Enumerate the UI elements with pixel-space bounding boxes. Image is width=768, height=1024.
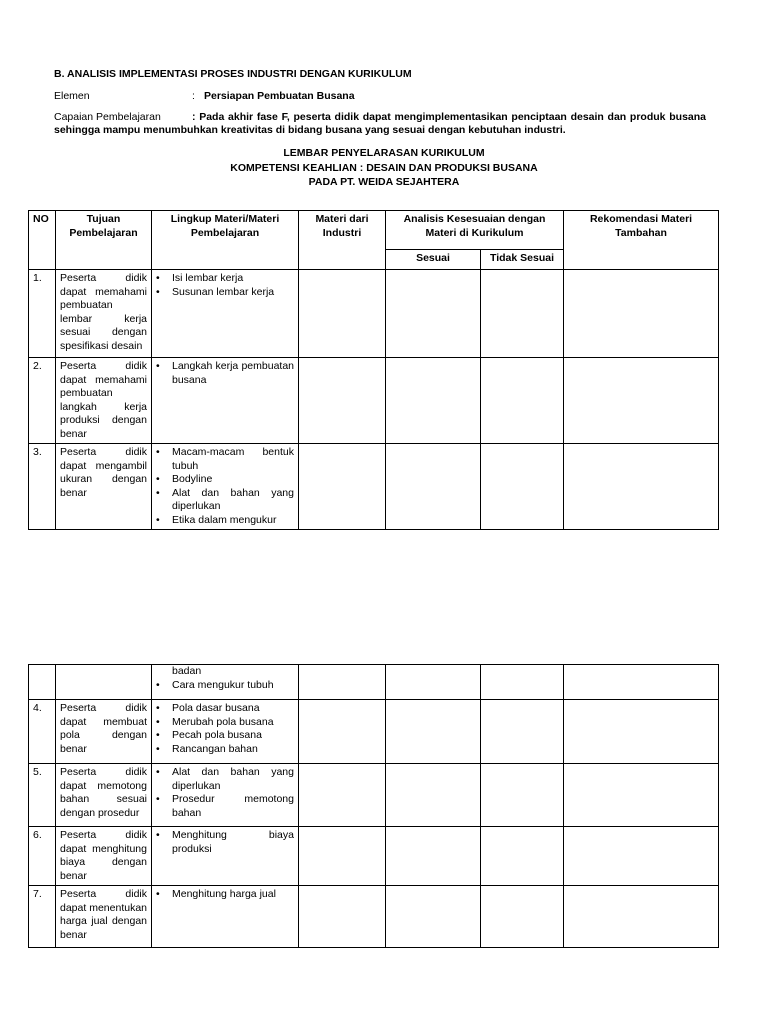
table-row [29, 444, 719, 530]
cell-materi-industri [299, 270, 386, 358]
row-tujuan: Peserta didik dapat menghitung biaya dengan benar [56, 827, 152, 886]
header-tidak-sesuai: Tidak Sesuai [481, 250, 564, 270]
lingkup-item: • Alat dan bahan yang diperlukan [156, 487, 294, 514]
cell-rekomendasi [564, 270, 719, 358]
row-tujuan: Peserta didik dapat membuat pola dengan benar [56, 700, 152, 764]
cell-rekomendasi [564, 886, 719, 948]
header-no: NO [29, 211, 56, 270]
row-tujuan: Peserta didik dapat menentukan harga jual dengan benar [56, 886, 152, 948]
row-lingkup [152, 270, 299, 358]
cell-materi-industri [299, 665, 386, 700]
row-tujuan: Peserta didik dapat mengambil ukuran dengan benar [56, 444, 152, 530]
cell-sesuai [386, 827, 481, 886]
lingkup-item: • Susunan lembar kerja [156, 286, 294, 300]
lingkup-item: • Langkah kerja pembuatan busana [156, 360, 294, 387]
row-lingkup [152, 764, 299, 827]
cell-rekomendasi [564, 444, 719, 530]
cell-rekomendasi [564, 665, 719, 700]
cell-tidak-sesuai [481, 886, 564, 948]
capaian-text: : Pada akhir fase F, peserta didik dapat mengimplementasikan penciptaan desain dan produk busana sehingga mampu menumbuhkan kreativitas di bidang busana yang sesuai dengan kebutuhan industri. [54, 111, 706, 136]
cell-rekomendasi [564, 358, 719, 444]
cell-materi-industri [299, 827, 386, 886]
header-tujuan: Tujuan Pembelajaran [56, 211, 152, 270]
row-tujuan: Peserta didik dapat memahami pembuatan lembar kerja sesuai dengan spesifikasi desain [56, 270, 152, 358]
table-row [29, 700, 719, 764]
lingkup-item: • Cara mengukur tubuh [156, 679, 294, 693]
lingkup-item: • Pola dasar busana [156, 702, 294, 716]
row-number: 1. [29, 270, 56, 358]
table-row [29, 270, 719, 358]
elemen-row [54, 90, 355, 102]
row-number: 6. [29, 827, 56, 886]
lingkup-item: • Prosedur memotong bahan [156, 793, 294, 820]
capaian-pembelajaran [54, 111, 706, 136]
heading-line-3: PADA PT. WEIDA SEJAHTERA [308, 176, 460, 188]
cell-sesuai [386, 444, 481, 530]
lingkup-item: • Menghitung harga jual [156, 888, 294, 902]
row-lingkup [152, 827, 299, 886]
row-number: 4. [29, 700, 56, 764]
row-lingkup [152, 700, 299, 764]
lingkup-item: • Menghitung biaya produksi [156, 829, 294, 856]
cell-tidak-sesuai [481, 270, 564, 358]
cell-materi-industri [299, 886, 386, 948]
row-number [29, 665, 56, 700]
table-row [29, 886, 719, 948]
lingkup-item: • Macam-macam bentuk tubuh [156, 446, 294, 473]
table-header-row [29, 211, 719, 250]
cell-sesuai [386, 886, 481, 948]
header-analisis: Analisis Kesesuaian dengan Materi di Kurikulum [386, 211, 564, 250]
cell-sesuai [386, 270, 481, 358]
heading-line-2: KOMPETENSI KEAHLIAN : DESAIN DAN PRODUKSI BUSANA [230, 161, 538, 174]
lingkup-item: • Pecah pola busana [156, 729, 294, 743]
cell-materi-industri [299, 358, 386, 444]
continued-text: badan [172, 665, 202, 677]
cell-tidak-sesuai [481, 700, 564, 764]
elemen-value: Persiapan Pembuatan Busana [204, 90, 355, 102]
table-row [29, 358, 719, 444]
cell-tidak-sesuai [481, 764, 564, 827]
header-lingkup: Lingkup Materi/Materi Pembelajaran [152, 211, 299, 270]
cell-tidak-sesuai [481, 358, 564, 444]
alignment-table-page-2 [28, 664, 719, 948]
cell-tidak-sesuai [481, 665, 564, 700]
heading-line-1: LEMBAR PENYELARASAN KURIKULUM [283, 147, 485, 159]
cell-sesuai [386, 700, 481, 764]
lingkup-item: • Merubah pola busana [156, 716, 294, 730]
cell-sesuai [386, 665, 481, 700]
cell-sesuai [386, 358, 481, 444]
row-number: 2. [29, 358, 56, 444]
row-lingkup [152, 444, 299, 530]
row-lingkup [152, 665, 299, 700]
header-sesuai: Sesuai [386, 250, 481, 270]
table-row-continuation [29, 665, 719, 700]
row-lingkup [152, 886, 299, 948]
cell-tidak-sesuai [481, 827, 564, 886]
cell-materi-industri [299, 700, 386, 764]
alignment-table-page-1 [28, 210, 719, 530]
elemen-colon: : [192, 90, 195, 102]
table-row [29, 827, 719, 886]
row-number: 7. [29, 886, 56, 948]
row-number: 3. [29, 444, 56, 530]
elemen-label: Elemen [54, 90, 90, 102]
header-materi-industri: Materi dari Industri [299, 211, 386, 270]
header-rekomendasi: Rekomendasi Materi Tambahan [564, 211, 719, 270]
lingkup-item: • Alat dan bahan yang diperlukan [156, 766, 294, 793]
row-tujuan: Peserta didik dapat memahami pembuatan langkah kerja produksi dengan benar [56, 358, 152, 444]
table-row [29, 764, 719, 827]
lingkup-item: • Rancangan bahan [156, 743, 294, 757]
cell-rekomendasi [564, 700, 719, 764]
cell-sesuai [386, 764, 481, 827]
row-lingkup [152, 358, 299, 444]
cell-rekomendasi [564, 764, 719, 827]
lingkup-item: • Etika dalam mengukur [156, 514, 294, 528]
cell-materi-industri [299, 444, 386, 530]
cell-rekomendasi [564, 827, 719, 886]
row-number: 5. [29, 764, 56, 827]
document-heading [0, 146, 768, 190]
capaian-label: Capaian Pembelajaran [54, 111, 161, 123]
cell-materi-industri [299, 764, 386, 827]
row-tujuan [56, 665, 152, 700]
lingkup-item: • Bodyline [156, 473, 294, 487]
cell-tidak-sesuai [481, 444, 564, 530]
row-tujuan: Peserta didik dapat memotong bahan sesuai dengan prosedur [56, 764, 152, 827]
section-title: B. ANALISIS IMPLEMENTASI PROSES INDUSTRI DENGAN KURIKULUM [54, 68, 412, 80]
lingkup-item: • Isi lembar kerja [156, 272, 294, 286]
